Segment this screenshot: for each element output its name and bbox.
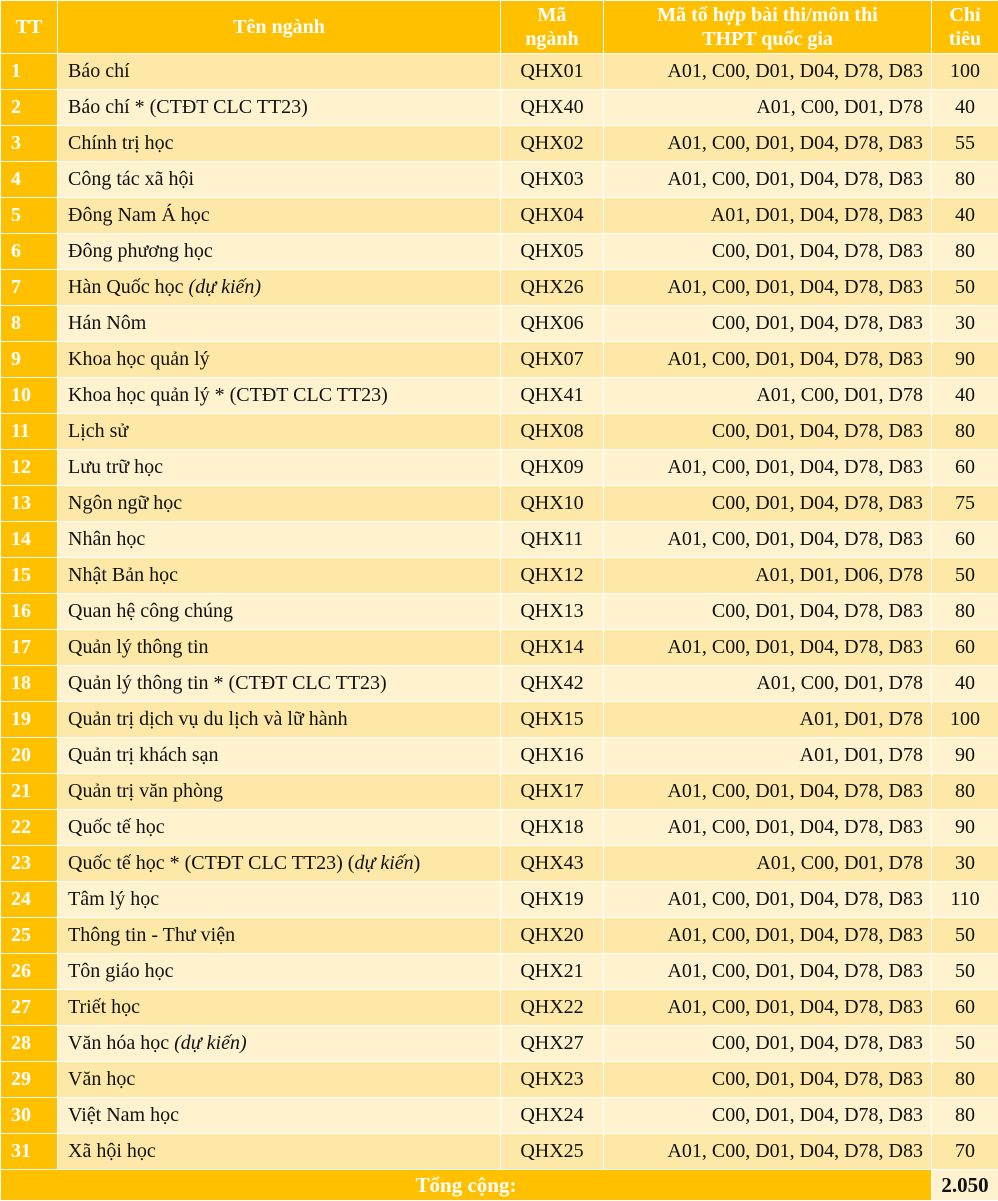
major-name-text: Ngôn ngữ học — [68, 492, 182, 514]
quota-value: 60 — [932, 630, 998, 666]
major-code: QHX19 — [501, 882, 604, 918]
quota-value: 90 — [932, 342, 998, 378]
table-row — [1, 810, 998, 846]
subject-combination: A01, C00, D01, D04, D78, D83 — [604, 522, 932, 558]
major-name — [58, 270, 501, 306]
major-name — [58, 702, 501, 738]
table-row — [1, 702, 998, 738]
table-row — [1, 630, 998, 666]
subject-combination: A01, C00, D01, D78 — [604, 378, 932, 414]
subject-combination: C00, D01, D04, D78, D83 — [604, 234, 932, 270]
quota-value: 50 — [932, 954, 998, 990]
subject-combination: A01, D01, D06, D78 — [604, 558, 932, 594]
major-name — [58, 990, 501, 1026]
quota-value: 110 — [932, 882, 998, 918]
major-code: QHX11 — [501, 522, 604, 558]
header-code — [501, 1, 604, 54]
major-code: QHX24 — [501, 1098, 604, 1134]
table-row — [1, 1098, 998, 1134]
major-code: QHX15 — [501, 702, 604, 738]
subject-combination: C00, D01, D04, D78, D83 — [604, 486, 932, 522]
quota-value: 40 — [932, 198, 998, 234]
row-number: 20 — [1, 738, 58, 774]
header-name: Tên ngành — [58, 1, 501, 54]
major-name-text: Quản lý thông tin * (CTĐT CLC TT23) — [68, 672, 387, 694]
table-row — [1, 450, 998, 486]
row-number: 14 — [1, 522, 58, 558]
subject-combination: A01, C00, D01, D04, D78, D83 — [604, 630, 932, 666]
table-row — [1, 234, 998, 270]
quota-value: 50 — [932, 1026, 998, 1062]
table-row — [1, 198, 998, 234]
row-number: 17 — [1, 630, 58, 666]
table-row — [1, 414, 998, 450]
row-number: 12 — [1, 450, 58, 486]
subject-combination: A01, D01, D78 — [604, 702, 932, 738]
row-number: 7 — [1, 270, 58, 306]
quota-value: 70 — [932, 1134, 998, 1170]
major-name-note: (dự kiến) — [189, 276, 262, 298]
quota-value: 100 — [932, 702, 998, 738]
major-name — [58, 954, 501, 990]
row-number: 22 — [1, 810, 58, 846]
major-code: QHX43 — [501, 846, 604, 882]
row-number: 23 — [1, 846, 58, 882]
major-name — [58, 1062, 501, 1098]
quota-value: 80 — [932, 594, 998, 630]
major-name-text: Văn học — [68, 1068, 135, 1090]
major-name — [58, 378, 501, 414]
quota-value: 80 — [932, 162, 998, 198]
quota-value: 50 — [932, 918, 998, 954]
subject-combination: A01, C00, D01, D04, D78, D83 — [604, 990, 932, 1026]
major-code: QHX17 — [501, 774, 604, 810]
major-code: QHX08 — [501, 414, 604, 450]
row-number: 9 — [1, 342, 58, 378]
quota-value: 40 — [932, 90, 998, 126]
header-quota — [932, 1, 998, 54]
major-name-text: Tôn giáo học — [68, 960, 174, 982]
subject-combination: A01, C00, D01, D04, D78, D83 — [604, 1134, 932, 1170]
quota-value: 60 — [932, 522, 998, 558]
row-number: 30 — [1, 1098, 58, 1134]
major-name-text: Nhân học — [68, 528, 145, 550]
major-name-text: Quốc tế học — [68, 816, 165, 838]
quota-value: 60 — [932, 450, 998, 486]
major-name-text: Báo chí * (CTĐT CLC TT23) — [68, 96, 308, 118]
major-code: QHX22 — [501, 990, 604, 1026]
major-code: QHX01 — [501, 54, 604, 90]
major-code: QHX21 — [501, 954, 604, 990]
quota-value: 80 — [932, 234, 998, 270]
major-name-text: Đông Nam Á học — [68, 204, 210, 226]
row-number: 16 — [1, 594, 58, 630]
row-number: 5 — [1, 198, 58, 234]
major-code: QHX12 — [501, 558, 604, 594]
row-number: 25 — [1, 918, 58, 954]
major-name — [58, 198, 501, 234]
row-number: 13 — [1, 486, 58, 522]
row-number: 6 — [1, 234, 58, 270]
subject-combination: A01, C00, D01, D04, D78, D83 — [604, 918, 932, 954]
major-name-text: Quản trị dịch vụ du lịch và lữ hành — [68, 708, 348, 730]
major-name-text: Lịch sử — [68, 420, 128, 442]
table-row — [1, 126, 998, 162]
header-code-line1: Mã — [538, 4, 567, 26]
subject-combination: A01, D01, D78 — [604, 738, 932, 774]
major-code: QHX41 — [501, 378, 604, 414]
row-number: 11 — [1, 414, 58, 450]
subject-combination: A01, C00, D01, D04, D78, D83 — [604, 882, 932, 918]
major-name — [58, 918, 501, 954]
major-code: QHX05 — [501, 234, 604, 270]
major-name — [58, 90, 501, 126]
major-name-text: Quốc tế học * (CTĐT CLC TT23) ( — [68, 852, 354, 874]
major-code: QHX20 — [501, 918, 604, 954]
major-name — [58, 486, 501, 522]
row-number: 18 — [1, 666, 58, 702]
major-name — [58, 774, 501, 810]
major-name-text: Văn hóa học — [68, 1032, 174, 1054]
header-quota-line1: Chỉ — [949, 4, 980, 26]
major-name — [58, 54, 501, 90]
subject-combination: C00, D01, D04, D78, D83 — [604, 1062, 932, 1098]
major-name-text: Chính trị học — [68, 132, 174, 154]
table-row — [1, 1026, 998, 1062]
table-row — [1, 522, 998, 558]
major-code: QHX25 — [501, 1134, 604, 1170]
major-name — [58, 414, 501, 450]
major-name — [58, 450, 501, 486]
subject-combination: A01, C00, D01, D04, D78, D83 — [604, 342, 932, 378]
row-number: 26 — [1, 954, 58, 990]
major-name — [58, 306, 501, 342]
table-row — [1, 270, 998, 306]
subject-combination: A01, C00, D01, D04, D78, D83 — [604, 774, 932, 810]
major-code: QHX09 — [501, 450, 604, 486]
major-name-text: Lưu trữ học — [68, 456, 163, 478]
major-name — [58, 1134, 501, 1170]
header-tt: TT — [1, 1, 58, 54]
header-combo — [604, 1, 932, 54]
major-name-text: Quản lý thông tin — [68, 636, 209, 658]
subject-combination: C00, D01, D04, D78, D83 — [604, 1026, 932, 1062]
table-row — [1, 306, 998, 342]
quota-value: 80 — [932, 774, 998, 810]
row-number: 29 — [1, 1062, 58, 1098]
quota-value: 50 — [932, 270, 998, 306]
table-row — [1, 1062, 998, 1098]
subject-combination: A01, C00, D01, D78 — [604, 846, 932, 882]
subject-combination: A01, C00, D01, D78 — [604, 666, 932, 702]
major-name-text: Quan hệ công chúng — [68, 600, 233, 622]
table-row — [1, 90, 998, 126]
table-row — [1, 558, 998, 594]
quota-value: 40 — [932, 666, 998, 702]
major-name-text: Thông tin - Thư viện — [68, 924, 235, 946]
major-name — [58, 594, 501, 630]
table-row — [1, 378, 998, 414]
major-code: QHX10 — [501, 486, 604, 522]
subject-combination: A01, D01, D04, D78, D83 — [604, 198, 932, 234]
major-code: QHX02 — [501, 126, 604, 162]
major-code: QHX40 — [501, 90, 604, 126]
major-name — [58, 522, 501, 558]
major-name — [58, 882, 501, 918]
quota-value: 60 — [932, 990, 998, 1026]
major-name — [58, 810, 501, 846]
total-row — [1, 1170, 998, 1201]
table-body — [1, 54, 998, 1170]
total-label: Tổng cộng: — [1, 1170, 932, 1201]
major-code: QHX42 — [501, 666, 604, 702]
major-code: QHX14 — [501, 630, 604, 666]
table-row — [1, 594, 998, 630]
major-code: QHX26 — [501, 270, 604, 306]
major-name-text: Tâm lý học — [68, 888, 159, 910]
major-name — [58, 738, 501, 774]
quota-value: 30 — [932, 306, 998, 342]
row-number: 15 — [1, 558, 58, 594]
major-code: QHX06 — [501, 306, 604, 342]
major-code: QHX27 — [501, 1026, 604, 1062]
major-code: QHX04 — [501, 198, 604, 234]
major-code: QHX03 — [501, 162, 604, 198]
major-name-text: Công tác xã hội — [68, 168, 194, 190]
table-row — [1, 774, 998, 810]
quota-value: 80 — [932, 414, 998, 450]
major-name-note: dự kiến — [354, 852, 413, 874]
row-number: 1 — [1, 54, 58, 90]
subject-combination: A01, C00, D01, D78 — [604, 90, 932, 126]
quota-value: 40 — [932, 378, 998, 414]
row-number: 19 — [1, 702, 58, 738]
major-name — [58, 666, 501, 702]
quota-value: 100 — [932, 54, 998, 90]
table-header-row — [1, 1, 998, 54]
subject-combination: A01, C00, D01, D04, D78, D83 — [604, 54, 932, 90]
header-combo-line1: Mã tổ hợp bài thi/môn thi — [657, 4, 878, 26]
major-name — [58, 234, 501, 270]
major-name-text: Khoa học quản lý * (CTĐT CLC TT23) — [68, 384, 388, 406]
major-name-note: (dự kiến) — [174, 1032, 247, 1054]
quota-value: 50 — [932, 558, 998, 594]
major-name-text: Hàn Quốc học — [68, 276, 189, 298]
major-code: QHX16 — [501, 738, 604, 774]
subject-combination: A01, C00, D01, D04, D78, D83 — [604, 126, 932, 162]
subject-combination: A01, C00, D01, D04, D78, D83 — [604, 162, 932, 198]
table-row — [1, 666, 998, 702]
quota-value: 75 — [932, 486, 998, 522]
major-code: QHX07 — [501, 342, 604, 378]
subject-combination: A01, C00, D01, D04, D78, D83 — [604, 270, 932, 306]
major-name-text: Quản trị văn phòng — [68, 780, 223, 802]
quota-value: 90 — [932, 738, 998, 774]
table-row — [1, 342, 998, 378]
table-row — [1, 162, 998, 198]
major-name-text: Đông phương học — [68, 240, 213, 262]
major-name — [58, 1098, 501, 1134]
row-number: 10 — [1, 378, 58, 414]
header-combo-line2: THPT quốc gia — [702, 28, 833, 50]
major-name-text: Việt Nam học — [68, 1104, 179, 1126]
quota-value: 55 — [932, 126, 998, 162]
major-code: QHX23 — [501, 1062, 604, 1098]
subject-combination: A01, C00, D01, D04, D78, D83 — [604, 450, 932, 486]
major-code: QHX13 — [501, 594, 604, 630]
subject-combination: C00, D01, D04, D78, D83 — [604, 414, 932, 450]
major-name-text: Triết học — [68, 996, 140, 1018]
subject-combination: C00, D01, D04, D78, D83 — [604, 594, 932, 630]
quota-value: 80 — [932, 1062, 998, 1098]
header-quota-line2: tiêu — [949, 28, 981, 50]
table-row — [1, 990, 998, 1026]
table-row — [1, 954, 998, 990]
table-row — [1, 486, 998, 522]
row-number: 27 — [1, 990, 58, 1026]
major-name-text: Nhật Bản học — [68, 564, 178, 586]
row-number: 31 — [1, 1134, 58, 1170]
row-number: 21 — [1, 774, 58, 810]
table-row — [1, 846, 998, 882]
subject-combination: A01, C00, D01, D04, D78, D83 — [604, 954, 932, 990]
major-name — [58, 342, 501, 378]
row-number: 4 — [1, 162, 58, 198]
major-name-text: Xã hội học — [68, 1140, 156, 1162]
row-number: 24 — [1, 882, 58, 918]
quota-value: 90 — [932, 810, 998, 846]
major-name-text: Báo chí — [68, 60, 130, 82]
subject-combination: A01, C00, D01, D04, D78, D83 — [604, 810, 932, 846]
major-name-text: Hán Nôm — [68, 312, 146, 334]
major-code: QHX18 — [501, 810, 604, 846]
subject-combination: C00, D01, D04, D78, D83 — [604, 306, 932, 342]
quota-value: 30 — [932, 846, 998, 882]
major-name — [58, 846, 501, 882]
row-number: 3 — [1, 126, 58, 162]
major-name — [58, 630, 501, 666]
table-row — [1, 1134, 998, 1170]
major-name-text: Quản trị khách sạn — [68, 744, 219, 766]
header-code-line2: ngành — [525, 28, 578, 50]
major-name — [58, 1026, 501, 1062]
quota-value: 80 — [932, 1098, 998, 1134]
major-name-suffix: ) — [414, 852, 421, 874]
row-number: 28 — [1, 1026, 58, 1062]
major-name — [58, 162, 501, 198]
major-name-text: Khoa học quản lý — [68, 348, 210, 370]
total-value: 2.050 — [932, 1170, 998, 1201]
table-row — [1, 738, 998, 774]
row-number: 2 — [1, 90, 58, 126]
table-row — [1, 882, 998, 918]
table-row — [1, 918, 998, 954]
row-number: 8 — [1, 306, 58, 342]
subject-combination: C00, D01, D04, D78, D83 — [604, 1098, 932, 1134]
major-name — [58, 558, 501, 594]
major-name — [58, 126, 501, 162]
table-row — [1, 54, 998, 90]
